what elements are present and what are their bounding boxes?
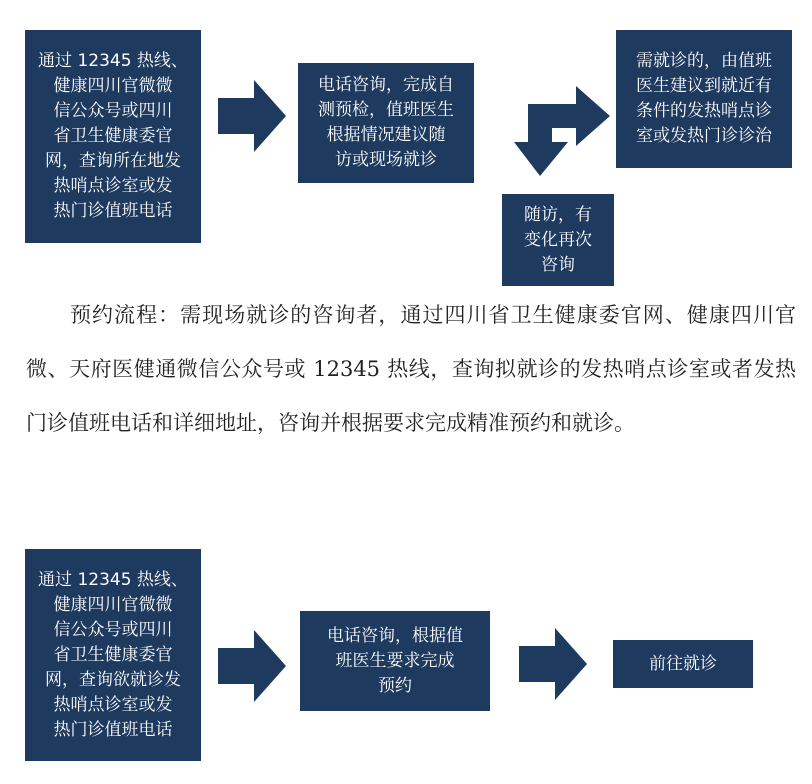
flow2-right-arrow-1 xyxy=(218,630,286,702)
flow2-step1-text: 通过 12345 热线、 健康四川官微微 信公众号或四川 省卫生健康委官 网，查询欲就诊发 热哨点诊室或发 热门诊值班电话 xyxy=(38,569,188,740)
appointment-process-paragraph: 预约流程：需现场就诊的咨询者，通过四川省卫生健康委官网、健康四川官微、天府医健通微信公众号或 12345 热线，查询拟就诊的发热哨点诊室或者发热门诊值班电话和详细地址，咨询并根据要求完成精准预约和就诊。 xyxy=(26,303,796,435)
flow1-bent-arrow xyxy=(514,86,610,176)
flow1-step1-text: 通过 12345 热线、 健康四川官微微 信公众号或四川 省卫生健康委官 网，查询所在地发 热哨点诊室或发 热门诊值班电话 xyxy=(38,51,188,221)
flow1-step3-text: 需就诊的，由值班 医生建议到就近有 条件的发热哨点诊 室或发热门诊诊治 xyxy=(636,51,772,146)
flow1-step4-text: 随访，有 变化再次 咨询 xyxy=(524,204,592,275)
flow2-right-arrow-2 xyxy=(519,628,587,700)
flow2-step3-box xyxy=(613,640,753,688)
flow1-right-arrow-1 xyxy=(218,80,286,152)
flow2-step3-text: 前往就诊 xyxy=(649,653,717,674)
flow1-step2-text: 电话咨询，完成自 测预检，值班医生 根据情况建议随 访或现场就诊 xyxy=(318,75,454,170)
flow1-step4-box xyxy=(502,194,614,286)
flow1-step3-box xyxy=(616,30,792,168)
flow1-step1-box xyxy=(25,30,201,243)
flow2-step1-box xyxy=(25,549,201,761)
flow1-step2-box xyxy=(298,63,474,183)
flow2-step2-text: 电话咨询，根据值 班医生要求完成 预约 xyxy=(327,625,463,696)
flow2-step2-box xyxy=(300,611,490,711)
